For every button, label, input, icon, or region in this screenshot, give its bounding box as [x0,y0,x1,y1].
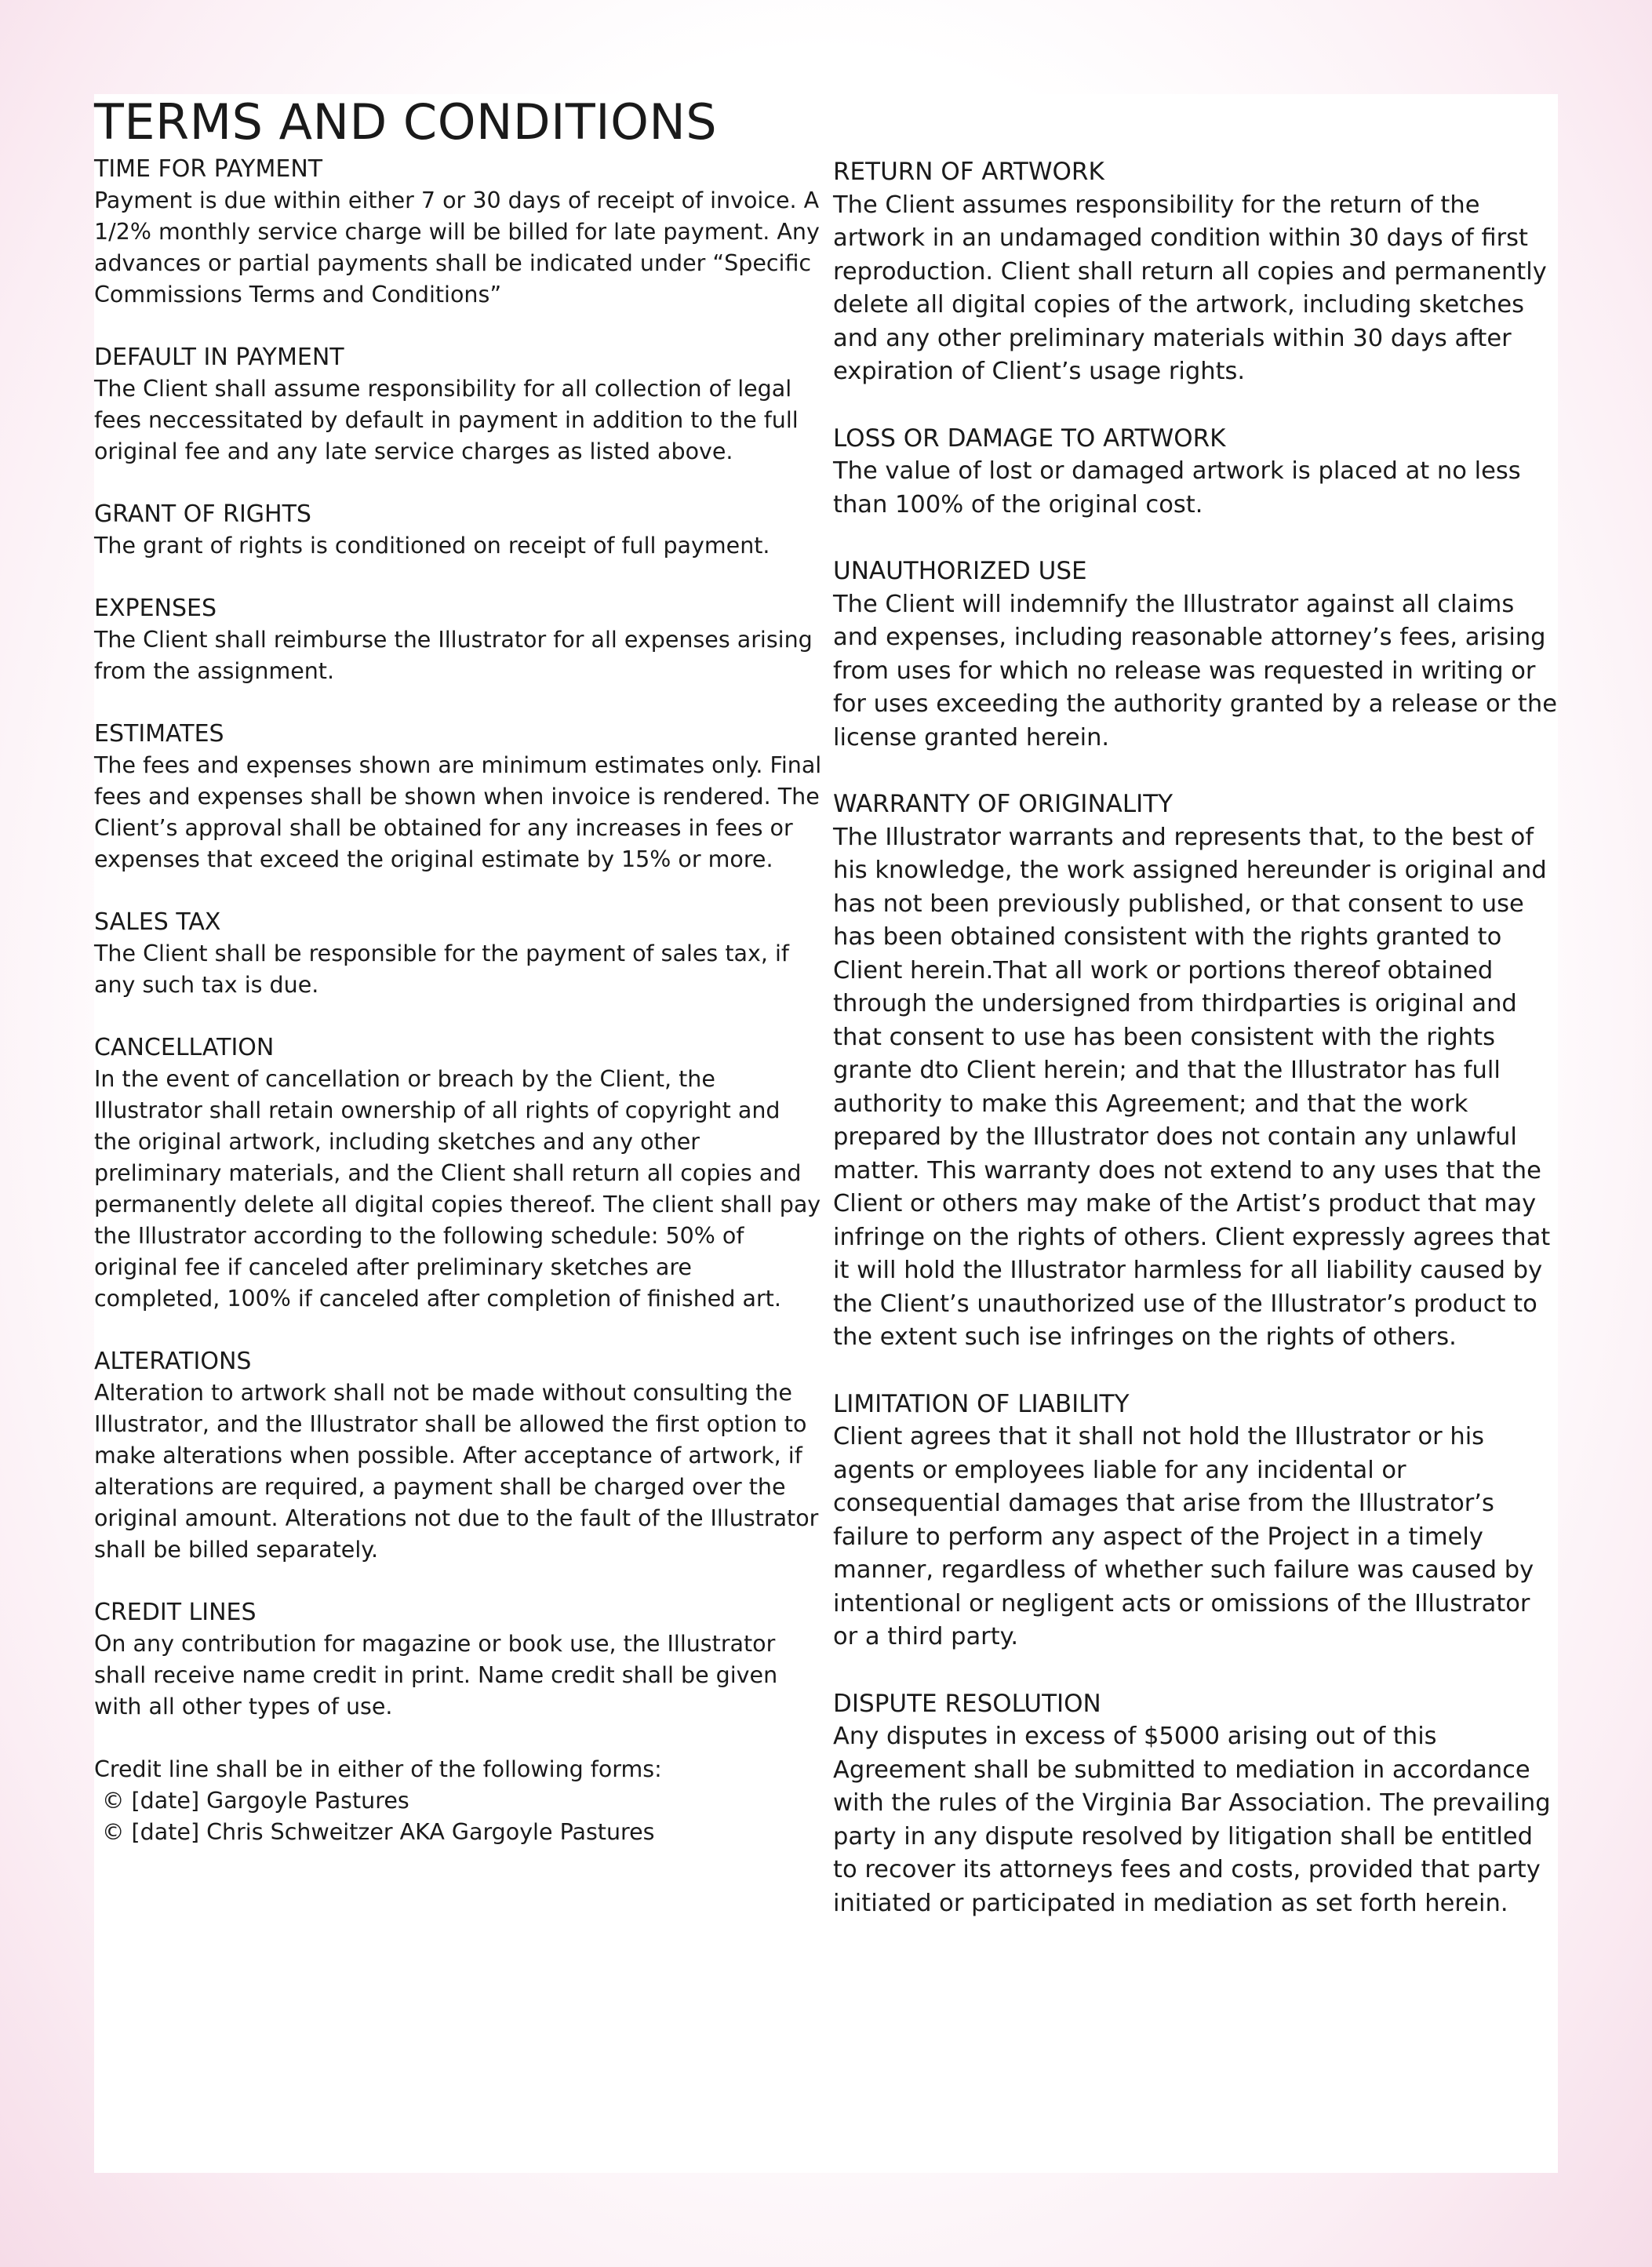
section-body: Any disputes in excess of $5000 arising out of this Agreement shall be submitted to mediation in accordance with the rules of the Virginia Bar Association. The prevailing party in any dispute resolved by litigation shall be entitled to recover its attorneys fees and costs, provided that party initiated or participated in mediation as set forth herein. [833,1723,1551,1917]
credit-form: © [date] Chris Schweitzer AKA Gargoyle Pastures [102,1819,655,1845]
section-heading: GRANT OF RIGHTS [94,500,311,528]
section-body: The Client shall reimburse the Illustrator for all expenses arising from the assignment. [94,627,813,684]
credit-intro: Credit line shall be in either of the following forms: [94,1756,662,1782]
section-sales-tax [94,907,824,1001]
section-cancellation [94,1032,824,1315]
page-title: TERMS AND CONDITIONS [94,93,718,151]
section-warranty-of-originality [833,788,1559,1355]
section-default-in-payment [94,342,824,468]
section-body: The Client shall assume responsibility for all collection of legal fees neccessitated by default in payment in addition to the full original fee and any late service charges as listed above. [94,376,799,464]
credit-line-forms [94,1754,824,1848]
section-credit-lines [94,1597,824,1723]
section-body: Payment is due within either 7 or 30 days of receipt of invoice. A 1/2% monthly service charge will be billed for late payment. Any advances or partial payments shall be indicated under “Specific Commissions Terms and Conditions” [94,187,820,307]
section-heading: RETURN OF ARTWORK [833,158,1104,186]
section-body: Client agrees that it shall not hold the Illustrator or his agents or employees liable for any incidental or consequential damages that arise from the Illustrator’s failure to perform any aspect of the Project in a timely manner, regardless of whether such failure was caused by intentional or negligent acts or omissions of the Illustrator or a third party. [833,1423,1534,1650]
section-alterations [94,1346,824,1566]
section-body: The Client shall be responsible for the payment of sales tax, if any such tax is due. [94,941,789,998]
section-estimates [94,719,824,875]
section-body: The value of lost or damaged artwork is placed at no less than 100% of the original cost. [833,457,1521,519]
section-heading: ALTERATIONS [94,1348,252,1375]
section-body: The fees and expenses shown are minimum estimates only. Final fees and expenses shall be shown when invoice is rendered. The Client’s approval shall be obtained for any increases in fees or expenses that exceed the original estimate by 15% or more. [94,752,822,872]
section-heading: DEFAULT IN PAYMENT [94,344,344,371]
section-unauthorized-use [833,555,1559,755]
section-dispute-resolution [833,1687,1559,1921]
section-body: The grant of rights is conditioned on receipt of full payment. [94,533,770,559]
section-body: On any contribution for magazine or book use, the Illustrator shall receive name credit in print. Name credit shall be given with all other types of use. [94,1631,778,1719]
section-grant-of-rights [94,499,824,562]
document-page [94,94,1558,2173]
section-heading: LIMITATION OF LIABILITY [833,1389,1130,1418]
section-heading: CANCELLATION [94,1034,275,1061]
section-heading: WARRANTY OF ORIGINALITY [833,790,1174,818]
section-body: The Illustrator warrants and represents that, to the best of his knowledge, the work assigned hereunder is original and has not been previously published, or that consent to use has been obtained consistent with the rights granted to Client herein.That all work or portions thereof obtained through the undersigned from thirdparties is original and that consent to use has been consistent with the rights grante dto Client herein; and that the Illustrator has full authority to make this Agreement; and that the work prepared by the Illustrator does not contain any unlawful matter. This warranty does not extend to any uses that the Client or others may make of the Artist’s product that may infringe on the rights of others. Client expressly agrees that it will hold the Illustrator harmless for all liability caused by the Client’s unauthorized use of the Illustrator’s product to the extent such ise infringes on the rights of others. [833,823,1551,1351]
section-heading: TIME FOR PAYMENT [94,155,323,183]
section-heading: EXPENSES [94,595,217,622]
section-time-for-payment [94,154,824,311]
right-column [833,155,1559,1953]
section-limitation-of-liability [833,1388,1559,1654]
section-body: Alteration to artwork shall not be made without consulting the Illustrator, and the Illustrator shall be allowed the first option to make alterations when possible. After acceptance of artwork, if alterations are required, a payment shall be charged over the original amount. Alterations not due to the fault of the Illustrator shall be billed separately. [94,1380,819,1563]
section-heading: UNAUTHORIZED USE [833,557,1087,585]
section-heading: CREDIT LINES [94,1599,257,1626]
section-heading: LOSS OR DAMAGE TO ARTWORK [833,424,1226,453]
section-body: The Client will indemnify the Illustrator against all claims and expenses, including reasonable attorney’s fees, arising from uses for which no release was requested in writing or for uses exceeding the authority granted by a release or the license granted herein. [833,590,1557,751]
left-column [94,154,824,1848]
section-expenses [94,593,824,687]
section-body: The Client assumes responsibility for the return of the artwork in an undamaged condition within 30 days of first reproduction. Client shall return all copies and permanently delete all digital copies of the artwork, including sketches and any other preliminary materials within 30 days after expiration of Client’s usage rights. [833,191,1547,385]
section-loss-or-damage [833,422,1559,522]
credit-form: © [date] Gargoyle Pastures [102,1788,409,1814]
section-heading: ESTIMATES [94,720,224,748]
section-body: In the event of cancellation or breach by the Client, the Illustrator shall retain ownership of all rights of copyright and the original artwork, including sketches and any other preliminary materials, and the Client shall return all copies and permanently delete all digital copies thereof. The client shall pay the Illustrator according to the following schedule: 50% of original fee if canceled after preliminary sketches are completed, 100% if canceled after completion of finished art. [94,1066,821,1312]
section-heading: SALES TAX [94,908,221,936]
section-return-of-artwork [833,155,1559,389]
section-heading: DISPUTE RESOLUTION [833,1689,1101,1718]
